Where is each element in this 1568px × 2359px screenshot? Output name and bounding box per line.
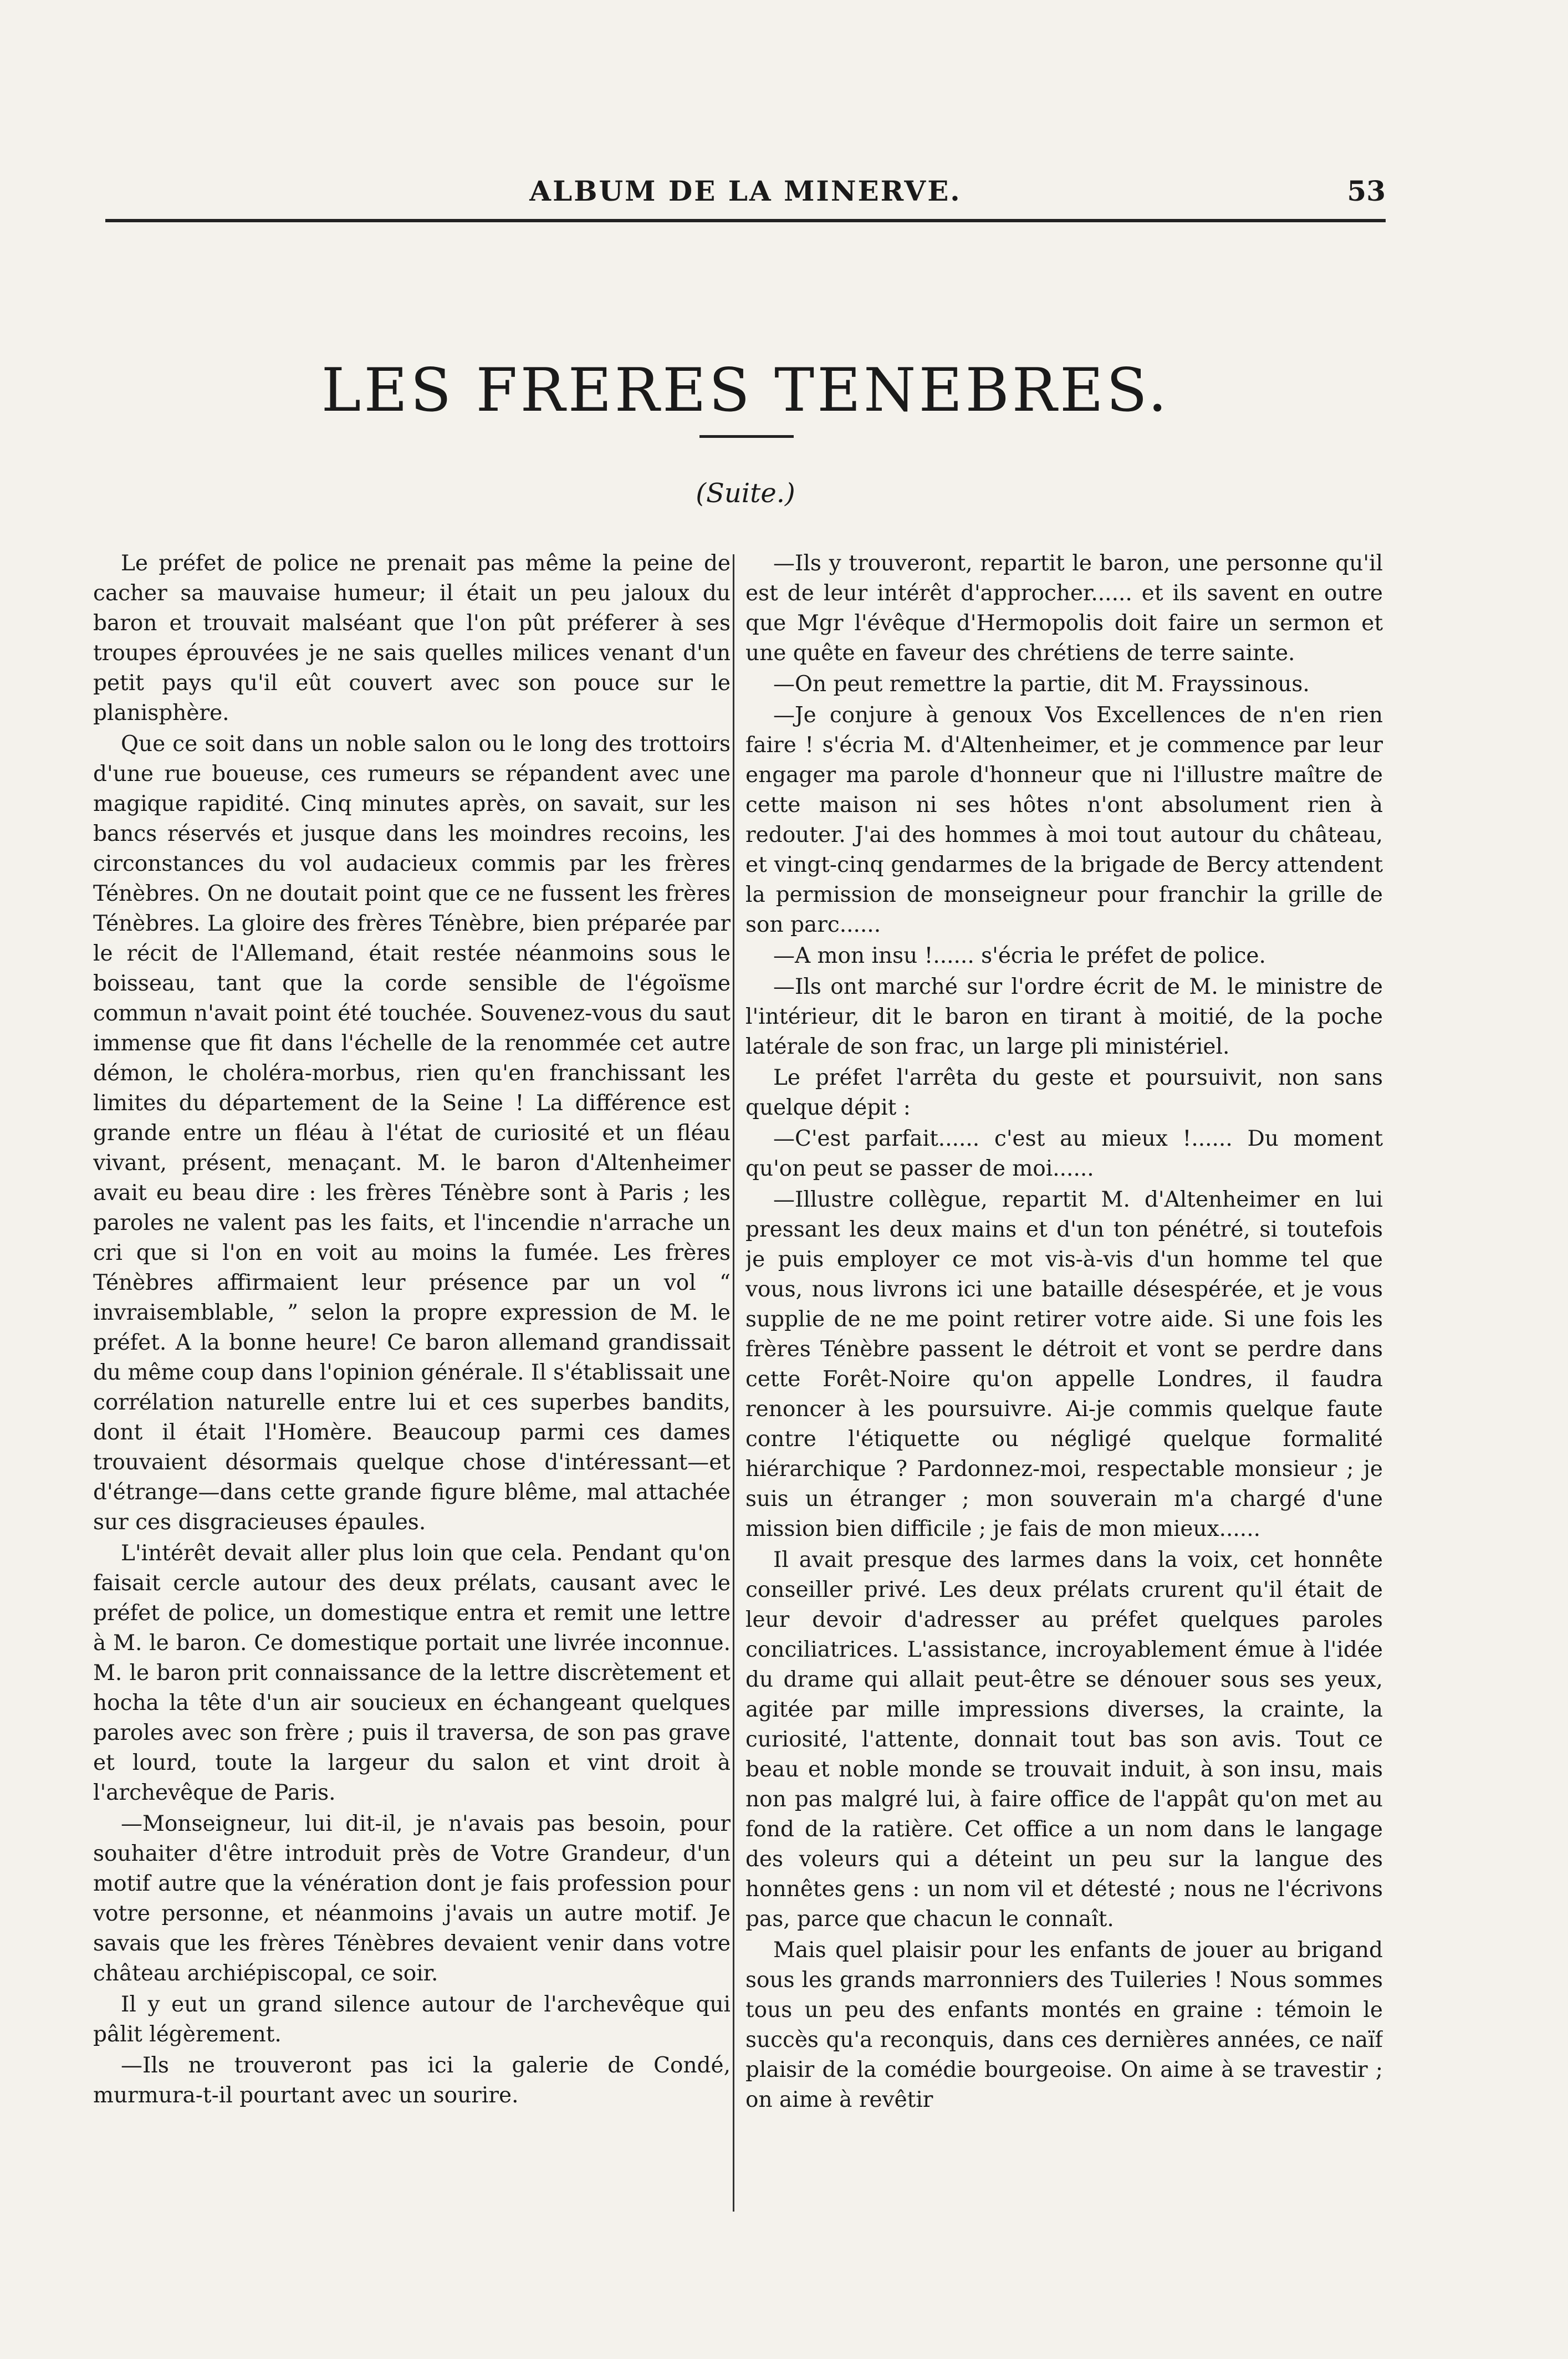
paragraph: —A mon insu !...... s'écria le préfet de police.	[773, 943, 1266, 968]
paragraph: —C'est parfait...... c'est au mieux !...... Du moment qu'on peut se passer de moi......	[745, 1126, 1383, 1181]
paragraph: —Ils y trouveront, repartit le baron, une personne qu'il est de leur intérêt d'approcher...... et ils savent en outre que Mgr l'évêque d'Hermopolis doit faire un sermon et une quête en faveur des chrétiens de terre sainte.	[745, 551, 1383, 666]
paragraph: Il y eut un grand silence autour de l'archevêque qui pâlit légèrement.	[93, 1992, 731, 2047]
article-title: LES FRERES TENEBRES.	[321, 356, 1170, 426]
paragraph: —Monseigneur, lui dit-il, je n'avais pas besoin, pour souhaiter d'être introduit près de Votre Grandeur, d'un motif autre que la vénération dont je fais profession pour votre personne, et néanmoins j'avais un autre motif. Je savais que les frères Ténèbres devaient venir dans votre château archiépiscopal, ce soir.	[93, 1811, 731, 1986]
paragraph: —Illustre collègue, repartit M. d'Altenheimer en lui pressant les deux mains et d'un ton pénétré, si toutefois je puis employer ce mot vis-à-vis d'un homme tel que vous, nous livrons ici une bataille désespérée, et je vous supplie de ne me point retirer votre aide. Si une fois les frères Ténèbre passent le détroit et vont se perdre dans cette Forêt-Noire qu'on appelle Londres, il faudra renoncer à les poursuivre. Ai-je commis quelque faute contre l'étiquette ou négligé quelque formalité hiérarchique ? Pardonnez-moi, respectable monsieur ; je suis un étranger ; mon souverain m'a chargé d'une mission bien difficile ; je fais de mon mieux......	[745, 1187, 1383, 1541]
right-column	[745, 549, 1383, 2239]
title-rule	[699, 435, 794, 438]
paragraph: Le préfet de police ne prenait pas même la peine de cacher sa mauvaise humeur; il était un peu jaloux du baron et trouvait malséant que l'on pût préferer à ses troupes éprouvées je ne sais quelles milices venant d'un petit pays qu'il eût couvert avec son pouce sur le planisphère.	[93, 551, 731, 726]
article-subtitle: (Suite.)	[696, 478, 795, 509]
paragraph: Le préfet l'arrêta du geste et poursuivit, non sans quelque dépit :	[745, 1065, 1383, 1120]
paragraph: Que ce soit dans un noble salon ou le long des trottoirs d'une rue boueuse, ces rumeurs se répandent avec une magique rapidité. Cinq minutes après, on savait, sur les bancs réservés et jusque dans les moindres recoins, les circonstances du vol audacieux commis par les frères Ténèbres. On ne doutait point que ce ne fussent les frères Ténèbres. La gloire des frères Ténèbre, bien préparée par le récit de l'Allemand, était restée néanmoins sous le boisseau, tant que la corde sensible de l'égoïsme commun n'avait point été touchée. Souvenez-vous du saut immense que fit dans l'échelle de la renommée cet autre démon, le choléra-morbus, rien qu'en franchissant les limites du département de la Seine ! La différence est grande entre un fléau à l'état de curiosité et un fléau vivant, présent, menaçant. M. le baron d'Altenheimer avait eu beau dire : les frères Ténèbre sont à Paris ; les paroles ne valent pas les faits, et l'incendie n'arrache un cri que si l'on en voit au moins la fumée. Les frères Ténèbres affirmaient leur présence par un vol “ invraisemblable, ” selon la propre expression de M. le préfet. A la bonne heure! Ce baron allemand grandissait du même coup dans l'opinion générale. Il s'établissait une corrélation naturelle entre lui et ces superbes bandits, dont il était l'Homère. Beaucoup parmi ces dames trouvaient désormais quelque chose d'intéressant—et d'étrange—dans cette grande figure blême, mal attachée sur ces disgracieuses épaules.	[93, 732, 731, 1535]
paragraph: —Ils ont marché sur l'ordre écrit de M. le ministre de l'intérieur, dit le baron en tirant à moitié, de la poche latérale de son frac, un large pli ministériel.	[745, 974, 1383, 1059]
paragraph: —Ils ne trouveront pas ici la galerie de Condé, murmura-t-il pourtant avec un sourire.	[93, 2053, 731, 2108]
running-title: ALBUM DE LA MINERVE.	[529, 175, 962, 207]
left-column	[93, 549, 731, 2239]
paragraph: —On peut remettre la partie, dit M. Frayssinous.	[773, 672, 1310, 697]
paragraph: Il avait presque des larmes dans la voix, cet honnête conseiller privé. Les deux prélats crurent qu'il était de leur devoir d'adresser au préfet quelques paroles conciliatrices. L'assistance, incroyablement émue à l'idée du drame qui allait peut-être se dénouer sous ses yeux, agitée par mille impressions diverses, la crainte, la curiosité, l'attente, donnait tout bas son avis. Tout ce beau et noble monde se trouvait induit, à son insu, mais non pas malgré lui, à faire office de l'appât qu'on met au fond de la ratière. Cet office a un nom dans le langage des voleurs qui a déteint un peu sur la langue des honnêtes gens : un nom vil et détesté ; nous ne l'écrivons pas, parce que chacun le connaît.	[745, 1548, 1383, 1932]
column-divider	[733, 554, 734, 2212]
running-head	[105, 175, 1386, 222]
paragraph: L'intérêt devait aller plus loin que cela. Pendant qu'on faisait cercle autour des deux prélats, causant avec le préfet de police, un domestique entra et remit une lettre à M. le baron. Ce domestique portait une livrée inconnue. M. le baron prit connaissance de la lettre discrètement et hocha la tête d'un air soucieux en échangeant quelques paroles avec son frère ; puis il traversa, de son pas grave et lourd, toute la largeur du salon et vint droit à l'archevêque de Paris.	[93, 1541, 731, 1805]
paragraph: Mais quel plaisir pour les enfants de jouer au brigand sous les grands marronniers des Tuileries ! Nous sommes tous un peu des enfants montés en graine : témoin le succès qu'a reconquis, dans ces dernières années, ce naïf plaisir de la comédie bourgeoise. On aime à se travestir ; on aime à revêtir	[745, 1938, 1383, 2112]
page-number: 53	[1347, 175, 1386, 207]
paragraph: —Je conjure à genoux Vos Excellences de n'en rien faire ! s'écria M. d'Altenheimer, et je commence par leur engager ma parole d'honneur que ni l'illustre maître de cette maison ni ses hôtes n'ont absolument rien à redouter. J'ai des hommes à moi tout autour du château, et vingt-cinq gendarmes de la brigade de Bercy attendent la permission de monseigneur pour franchir la grille de son parc......	[745, 703, 1383, 937]
